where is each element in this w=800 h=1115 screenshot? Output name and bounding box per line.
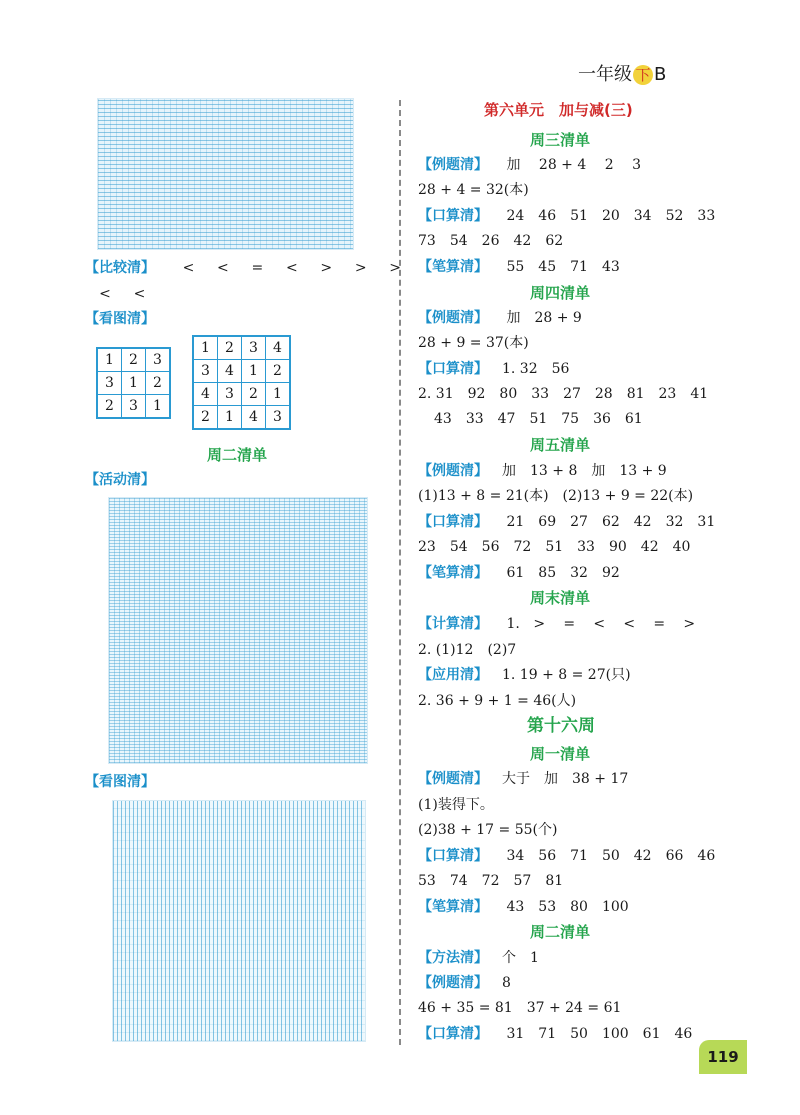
column-divider	[399, 100, 401, 1045]
w16-mon-title: 周一清单	[530, 745, 591, 763]
number-grid-3x3: 1 2 3 3 1 2 2 3 1	[96, 347, 171, 419]
compare-tag: 【 比较清 】	[85, 260, 155, 276]
picture-tag: 【 看图清 】	[85, 311, 155, 327]
compare-symbol: <	[182, 260, 195, 276]
picture-tag: 【 看图清 】	[85, 774, 155, 790]
activity-tag: 【 活动清 】	[85, 472, 155, 488]
page-header	[578, 60, 666, 86]
w16-tue-method-row: 【 方法清 】 个 1	[418, 948, 539, 968]
page-number: 119	[699, 1040, 747, 1074]
w16-tue-title: 周二清单	[530, 923, 591, 941]
thu-example-eq: 28 + 9 = 37(本)	[418, 335, 529, 351]
thu-oral-row-3: 43 33 47 51 75 36 61	[434, 411, 643, 427]
week16-title: 第十六周	[527, 716, 595, 736]
week-tuesday-title: 周二清单	[207, 446, 268, 464]
calc-tag: 【 计算清 】	[418, 616, 488, 632]
grade-label: 一年级	[578, 64, 632, 85]
method-tag: 【 方法清 】	[418, 950, 488, 966]
w16-mon-line-2: (2)38 + 17 = 55(个)	[418, 822, 558, 838]
apply-tag: 【 应用清 】	[418, 667, 488, 683]
w16-tue-oral-row-1: 【 口算清 】 31 71 50 100 61 46	[418, 1024, 692, 1044]
w16-mon-oral-row-2: 53 74 72 57 81	[418, 873, 564, 889]
wed-title: 周三清单	[530, 131, 591, 149]
written-tag: 【 笔算清 】	[418, 899, 488, 915]
compare-symbol: >	[320, 260, 333, 276]
w16-mon-example-row: 【 例题清 】 大于 加 38 + 17	[418, 769, 628, 789]
oral-tag: 【 口算清 】	[418, 208, 488, 224]
wed-example-eq: 28 + 4 = 32(本)	[418, 182, 529, 198]
fri-written-row: 【 笔算清 】 61 85 32 92	[418, 563, 620, 583]
unit-title: 第六单元 加与减(三)	[484, 101, 633, 119]
weekend-title: 周末清单	[530, 589, 591, 607]
weekend-calc-row-2: 2. (1)12 (2)7	[418, 642, 517, 658]
fri-example-row: 【 例题清 】 加 13 + 8 加 13 + 9	[418, 461, 667, 481]
written-tag: 【 笔算清 】	[418, 259, 488, 275]
volume-badge: 下	[633, 65, 653, 85]
number-grid-4x4: 1 2 3 4 3 4 1 2 4 3 2 1 2 1 4 3	[192, 335, 291, 430]
thu-title: 周四清单	[530, 284, 591, 302]
w16-tue-example-eq: 46 + 35 = 81 37 + 24 = 61	[418, 1000, 622, 1016]
picture-tag-row-1	[85, 309, 155, 329]
weekend-calc-row-1: 【 计算清 】 1. > = < < = >	[418, 614, 704, 634]
wed-example-row: 【 例题清 】 加 28 + 4 2 3	[418, 155, 641, 175]
wed-written-row: 【 笔算清 】 55 45 71 43	[418, 257, 620, 277]
wed-oral-row-1: 【 口算清 】 24 46 51 20 34 52 33	[418, 206, 715, 226]
fri-example-eq: (1)13 + 8 = 21(本) (2)13 + 9 = 22(本)	[418, 488, 694, 504]
fri-oral-row-2: 23 54 56 72 51 33 90 42 40	[418, 539, 691, 555]
picture-tag-row-2	[85, 772, 155, 792]
thu-example-row: 【 例题清 】 加 28 + 9	[418, 308, 582, 328]
activity-tag-row	[85, 470, 155, 490]
example-tag: 【 例题清 】	[418, 771, 488, 787]
compare-symbol: <	[99, 286, 111, 302]
wed-oral-row-2: 73 54 26 42 62	[418, 233, 564, 249]
compare-symbol: >	[389, 260, 402, 276]
w16-tue-example-row: 【 例题清 】 8	[418, 973, 511, 993]
example-tag: 【 例题清 】	[418, 310, 488, 326]
w16-mon-line-1: (1)装得下。	[418, 797, 494, 813]
compare-symbol: =	[251, 260, 264, 276]
weekend-apply-row-2: 2. 36 + 9 + 1 = 46(人)	[418, 693, 577, 709]
compare-row-2	[90, 284, 154, 304]
compare-symbol: <	[133, 286, 146, 302]
thu-oral-row-2: 2. 31 92 80 33 27 28 81 23 41	[418, 386, 709, 402]
thu-oral-row-1: 【 口算清 】 1. 32 56	[418, 359, 569, 379]
example-tag: 【 例题清 】	[418, 463, 488, 479]
compare-symbol: >	[354, 260, 367, 276]
w16-mon-oral-row-1: 【 口算清 】 34 56 71 50 42 66 46	[418, 846, 715, 866]
oral-tag: 【 口算清 】	[418, 361, 488, 377]
answer-image-bottom	[112, 800, 366, 1042]
edition-label: B	[654, 64, 667, 85]
w16-mon-written-row: 【 笔算清 】 43 53 80 100	[418, 897, 629, 917]
answer-image-middle	[108, 497, 368, 764]
fri-title: 周五清单	[530, 436, 591, 454]
fri-oral-row-1: 【 口算清 】 21 69 27 62 42 32 31	[418, 512, 715, 532]
written-tag: 【 笔算清 】	[418, 565, 488, 581]
example-tag: 【 例题清 】	[418, 157, 488, 173]
answer-image-top	[97, 98, 354, 250]
compare-row-1	[85, 258, 410, 278]
weekend-apply-row-1: 【 应用清 】 1. 19 + 8 = 27(只)	[418, 665, 631, 685]
oral-tag: 【 口算清 】	[418, 848, 488, 864]
oral-tag: 【 口算清 】	[418, 1026, 488, 1042]
oral-tag: 【 口算清 】	[418, 514, 488, 530]
compare-symbol: <	[217, 260, 229, 276]
example-tag: 【 例题清 】	[418, 975, 488, 991]
compare-symbol: <	[285, 260, 298, 276]
